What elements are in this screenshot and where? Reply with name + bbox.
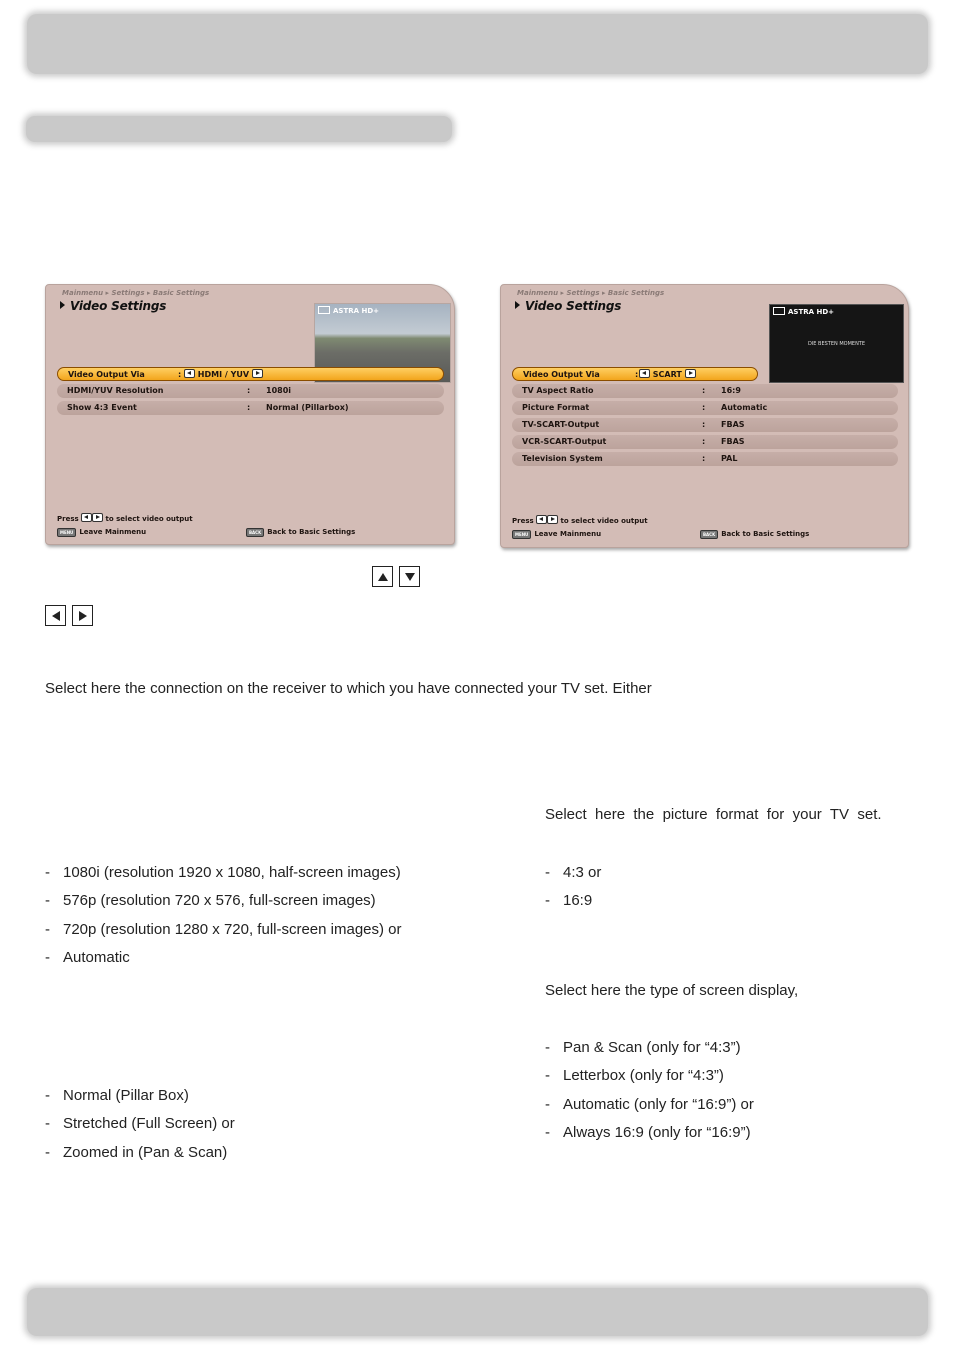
aspect-list bbox=[545, 864, 601, 921]
setting-row-show-4-3[interactable]: Show 4:3 Event : Normal (Pillarbox) bbox=[57, 401, 444, 415]
setting-row-resolution[interactable]: HDMI/YUV Resolution : 1080i bbox=[57, 384, 444, 398]
list-item: - Pan & Scan (only for “4:3”) bbox=[545, 1039, 741, 1056]
video-settings-screen-scart bbox=[500, 284, 909, 548]
show-4-3-list bbox=[45, 1087, 235, 1172]
setting-row-picture-format[interactable]: Picture Format : Automatic bbox=[512, 401, 898, 415]
arrow-right-icon bbox=[252, 369, 263, 378]
arrow-right-icon bbox=[60, 301, 65, 309]
page-title: Video Settings bbox=[60, 299, 166, 313]
footer-bar bbox=[27, 1288, 928, 1336]
list-item: - 720p (resolution 1280 x 720, full-screen images) or bbox=[45, 920, 402, 938]
help-text: Press to select video output bbox=[57, 515, 193, 523]
arrow-left-icon bbox=[81, 513, 92, 522]
list-item: - Always 16:9 (only for “16:9”) bbox=[545, 1124, 751, 1142]
setting-row-vcr-scart[interactable]: VCR-SCART-Output : FBAS bbox=[512, 435, 898, 449]
section-heading-bar bbox=[26, 116, 452, 142]
help-text: Press to select video output bbox=[512, 517, 648, 525]
leave-mainmenu-hint: MENU Leave Mainmenu bbox=[57, 528, 146, 537]
arrow-right-icon bbox=[547, 515, 558, 524]
back-key-icon: BACK bbox=[700, 530, 718, 539]
header-bar bbox=[27, 14, 928, 74]
list-item: - 1080i (resolution 1920 x 1080, half-screen images) bbox=[45, 864, 401, 881]
setting-row-video-output[interactable]: Video Output Via : HDMI / YUV bbox=[57, 367, 444, 381]
arrow-right-icon bbox=[515, 301, 520, 309]
breadcrumb: Mainmenu ▸ Settings ▸ Basic Settings bbox=[517, 289, 665, 297]
up-key-icon bbox=[372, 566, 393, 587]
resolution-list bbox=[45, 864, 402, 978]
arrow-right-icon bbox=[92, 513, 103, 522]
output-intro-text: Select here the connection on the receiver to which you have connected your TV set. Either bbox=[45, 680, 652, 697]
picture-format-intro-text: Select here the picture format for your TV set. bbox=[545, 806, 882, 823]
menu-key-icon: MENU bbox=[512, 530, 531, 539]
back-hint: BACK Back to Basic Settings bbox=[246, 528, 355, 537]
setting-row-tv-scart[interactable]: TV-SCART-Output : FBAS bbox=[512, 418, 898, 432]
arrow-left-icon bbox=[184, 369, 195, 378]
display-list bbox=[545, 1039, 754, 1153]
list-item: - Letterbox (only for “4:3”) bbox=[545, 1067, 724, 1085]
list-item: - Zoomed in (Pan & Scan) bbox=[45, 1143, 228, 1161]
tv-icon bbox=[773, 307, 785, 315]
left-key-icon bbox=[45, 605, 66, 626]
setting-row-aspect-ratio[interactable]: TV Aspect Ratio : 16:9 bbox=[512, 384, 898, 398]
list-item: - 576p (resolution 720 x 576, full-screen images) bbox=[45, 892, 376, 910]
setting-row-video-output[interactable]: Video Output Via : SCART bbox=[512, 367, 758, 381]
list-item: - 4:3 or bbox=[545, 864, 602, 881]
arrow-left-icon bbox=[639, 369, 650, 378]
tv-preview: ASTRA HD+ bbox=[314, 303, 451, 383]
preview-text: DIE BESTEN MOMENTE bbox=[807, 341, 866, 347]
list-item: - Automatic (only for “16:9”) or bbox=[545, 1095, 754, 1113]
list-item: - Stretched (Full Screen) or bbox=[45, 1115, 235, 1133]
list-item: - Normal (Pillar Box) bbox=[45, 1087, 189, 1104]
display-intro-text: Select here the type of screen display, bbox=[545, 982, 799, 999]
list-item: - Automatic bbox=[45, 949, 130, 967]
leave-mainmenu-hint: MENU Leave Mainmenu bbox=[512, 530, 601, 539]
video-settings-screen-hdmi bbox=[45, 284, 455, 545]
setting-row-tv-system[interactable]: Television System : PAL bbox=[512, 452, 898, 466]
menu-key-icon: MENU bbox=[57, 528, 76, 537]
arrow-right-icon bbox=[685, 369, 696, 378]
down-key-icon bbox=[399, 566, 420, 587]
back-hint: BACK Back to Basic Settings bbox=[700, 530, 809, 539]
list-item: - 16:9 bbox=[545, 892, 593, 910]
arrow-left-icon bbox=[536, 515, 547, 524]
back-key-icon: BACK bbox=[246, 528, 264, 537]
right-key-icon bbox=[72, 605, 93, 626]
page-title: Video Settings bbox=[515, 299, 621, 313]
breadcrumb: Mainmenu ▸ Settings ▸ Basic Settings bbox=[62, 289, 210, 297]
tv-icon bbox=[318, 306, 330, 314]
tv-preview: ASTRA HD+ DIE BESTEN MOMENTE bbox=[769, 304, 904, 383]
